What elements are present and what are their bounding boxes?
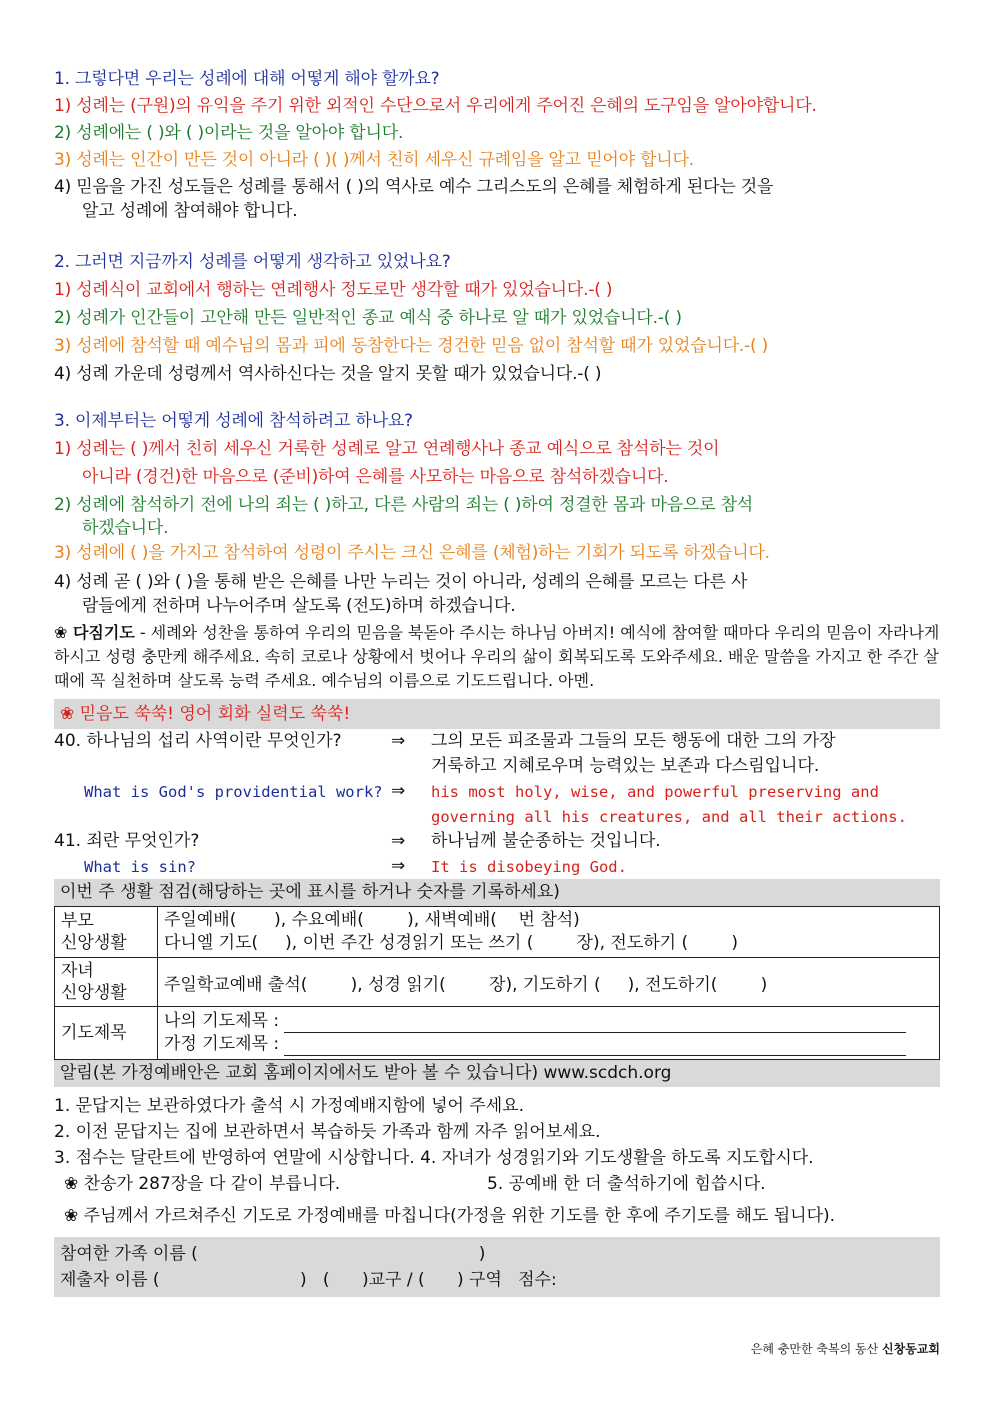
footer-text: 은혜 충만한 축복의 동산	[750, 1342, 883, 1356]
a41-ko: 하나님께 불순종하는 것입니다.	[431, 831, 661, 851]
prayer-label: ❀ 다짐기도	[54, 623, 135, 642]
submission-box	[54, 1237, 940, 1297]
parent-fields[interactable]	[158, 907, 940, 958]
closing-line: ❀ 주님께서 가르쳐주신 기도로 가정예배를 마칩니다(가정을 위한 기도를 한 후에 주기도를 해도 됩니다).	[64, 1206, 836, 1226]
section1-item-1: 1) 성례는 (구원)의 유익을 주기 위한 외적인 수단으로서 우리에게 주어진 은혜의 도구임을 알아야합니다.	[54, 96, 817, 116]
life-check-title	[54, 879, 940, 906]
section3-item-4: 4) 성례 곧 ( )와 ( )을 통해 받은 은혜를 나만 누리는 것이 아니라, 성례의 은혜를 모르는 다른 사	[54, 572, 748, 592]
q41-en: What is sin?	[84, 858, 196, 876]
section1-title: 1. 그렇다면 우리는 성례에 대해 어떻게 해야 할까요?	[54, 69, 440, 89]
q40-ko: 40. 하나님의 섭리 사역이란 무엇인가?	[54, 731, 342, 751]
child-line: 주일학교예배 출석( ), 성경 읽기( 장), 기도하기 ( ), 전도하기( )	[164, 974, 768, 995]
section3-item-4-cont: 람들에게 전하며 나누어주며 살도록 (전도)하며 하겠습니다.	[82, 596, 516, 616]
notice-title	[54, 1060, 940, 1087]
section3-item-1-cont: 아니라 (경건)한 마음으로 (준비)하여 은혜를 사모하는 마음으로 참석하겠습니다.	[82, 467, 669, 487]
table-row	[55, 907, 940, 958]
a40-en-1: his most holy, wise, and powerful preserving and	[431, 783, 879, 801]
parent-label: 부모 신앙생활	[55, 907, 158, 958]
family-names-line[interactable]: 참여한 가족 이름 ( )	[60, 1244, 486, 1264]
section3-item-2-cont: 하겠습니다.	[82, 518, 169, 538]
section3-item-1: 1) 성례는 ( )께서 친히 세우신 거룩한 성례로 알고 연례행사나 종교 예식으로 참석하는 것이	[54, 439, 720, 459]
arrow-icon: ⇒	[391, 781, 406, 801]
table-row	[55, 1007, 940, 1060]
arrow-icon: ⇒	[391, 856, 406, 876]
section2-title: 2. 그러면 지금까지 성례를 어떻게 생각하고 있었나요?	[54, 252, 451, 272]
family-prayer-row: 가정 기도제목 :	[164, 1033, 933, 1056]
section1-item-4-cont: 알고 성례에 참여해야 합니다.	[82, 201, 298, 221]
church-name: 신창동교회	[882, 1342, 940, 1356]
section1-item-4: 4) 믿음을 가진 성도들은 성례를 통해서 ( )의 역사로 예수 그리스도의 은혜를 체험하게 된다는 것을	[54, 177, 774, 197]
arrow-icon: ⇒	[391, 831, 406, 851]
family-prayer-input[interactable]	[284, 1039, 906, 1056]
child-fields[interactable]	[158, 958, 940, 1007]
section3-item-3: 3) 성례에 ( )을 가지고 참석하여 성령이 주시는 크신 은혜를 (체험)하는 기회가 되도록 하겠습니다.	[54, 543, 770, 563]
catechism-qa	[54, 729, 940, 879]
section2-item-4: 4) 성례 가운데 성령께서 역사하신다는 것을 알지 못할 때가 있었습니다.-( )	[54, 364, 602, 384]
life-check-note: (해당하는 곳에 표시를 하거나 숫자를 기록하세요)	[191, 882, 560, 902]
prayer-request-fields[interactable]	[158, 1007, 940, 1060]
parent-line-2: 다니엘 기도( ), 이번 주간 성경읽기 또는 쓰기 ( 장), 전도하기 ( )	[164, 933, 738, 953]
notice-item-3: 3. 점수는 달란트에 반영하여 연말에 시상합니다. 4. 자녀가 성경읽기와 기도생활을 하도록 지도합시다.	[54, 1148, 814, 1168]
a40-en-2: governing all his creatures, and all their actions.	[431, 808, 907, 826]
notice-item-5: 5. 공예배 한 더 출석하기에 힘씁시다.	[487, 1174, 766, 1194]
notice-item-1: 1. 문답지는 보관하였다가 출석 시 가정예배지함에 넣어 주세요.	[54, 1096, 524, 1116]
english-band: ❀ 믿음도 쑥쑥! 영어 회화 실력도 쑥쑥!	[54, 699, 940, 729]
a41-en: It is disobeying God.	[431, 858, 627, 876]
section3-item-2: 2) 성례에 참석하기 전에 나의 죄는 ( )하고, 다른 사람의 죄는 ( )하여 정결한 몸과 마음으로 참석	[54, 495, 754, 515]
notice-item-2: 2. 이전 문답지는 집에 보관하면서 복습하듯 가족과 함께 자주 읽어보세요.	[54, 1122, 601, 1142]
q40-en: What is God's providential work?	[84, 783, 383, 801]
a40-ko-2: 거룩하고 지혜로우며 능력있는 보존과 다스림입니다.	[431, 756, 820, 776]
a40-ko-1: 그의 모든 피조물과 그들의 모든 행동에 대한 그의 가장	[431, 731, 836, 751]
life-check-heading: 이번 주 생활 점검	[60, 882, 192, 902]
notice-list	[54, 1093, 940, 1229]
section3-title: 3. 이제부터는 어떻게 성례에 참석하려고 하나요?	[54, 411, 413, 431]
submitter-line[interactable]: 제출자 이름 ( ) ( )교구 / ( ) 구역 점수:	[60, 1270, 557, 1290]
section2-item-2: 2) 성례가 인간들이 고안해 만든 일반적인 종교 예식 중 하나로 알 때가 있었습니다.-( )	[54, 308, 682, 328]
section1-item-2: 2) 성례에는 ( )와 ( )이라는 것을 알아야 합니다.	[54, 123, 404, 143]
notice-note: (본 가정예배안은 교회 홈페이지에서도 받아 볼 수 있습니다) www.scdch.org	[92, 1063, 672, 1083]
parent-line-1: 주일예배( ), 수요예배( ), 새벽예배( 번 참석)	[164, 910, 580, 930]
my-prayer-input[interactable]	[284, 1016, 906, 1033]
section2-item-1: 1) 성례식이 교회에서 행하는 연례행사 정도로만 생각할 때가 있었습니다.-( )	[54, 280, 613, 300]
prayer-request-label: 기도제목	[55, 1007, 158, 1060]
section1-item-3: 3) 성례는 인간이 만든 것이 아니라 ( )( )께서 친히 세우신 규례임을 알고 믿어야 합니다.	[54, 150, 694, 170]
my-prayer-row: 나의 기도제목 :	[164, 1010, 933, 1033]
notice-heading: 알림	[60, 1063, 93, 1083]
footer	[751, 1340, 940, 1357]
hymn-text: ❀ 찬송가 287장을 다 같이 부릅니다.	[64, 1174, 341, 1194]
arrow-icon: ⇒	[391, 731, 406, 751]
commitment-prayer	[54, 621, 940, 693]
table-row	[55, 958, 940, 1007]
section2-item-3: 3) 성례에 참석할 때 예수님의 몸과 피에 동참한다는 경건한 믿음 없이 참석할 때가 있었습니다.-( )	[54, 336, 769, 356]
q41-ko: 41. 죄란 무엇인가?	[54, 831, 200, 851]
life-check-table	[54, 906, 940, 1060]
prayer-text: - 세례와 성찬을 통하여 우리의 믿음을 북돋아 주시는 하나님 아버지! 예식에 참여할 때마다 우리의 믿음이 자라나게 하시고 성령 충만케 해주세요. 속히 코로나 상황에서 벗어나 우리의 삶이 회복되도록 도와주세요. 배운 말씀을 가지고 한 주간 살 때에 꼭 실천하며 살도록 능력 주세요. 예수님의 이름으로 기도드립니다. 아멘.	[54, 623, 940, 690]
worksheet-page	[54, 66, 940, 1297]
notice-row-hymn	[54, 1171, 940, 1197]
child-label: 자녀 신앙생활	[55, 958, 158, 1007]
